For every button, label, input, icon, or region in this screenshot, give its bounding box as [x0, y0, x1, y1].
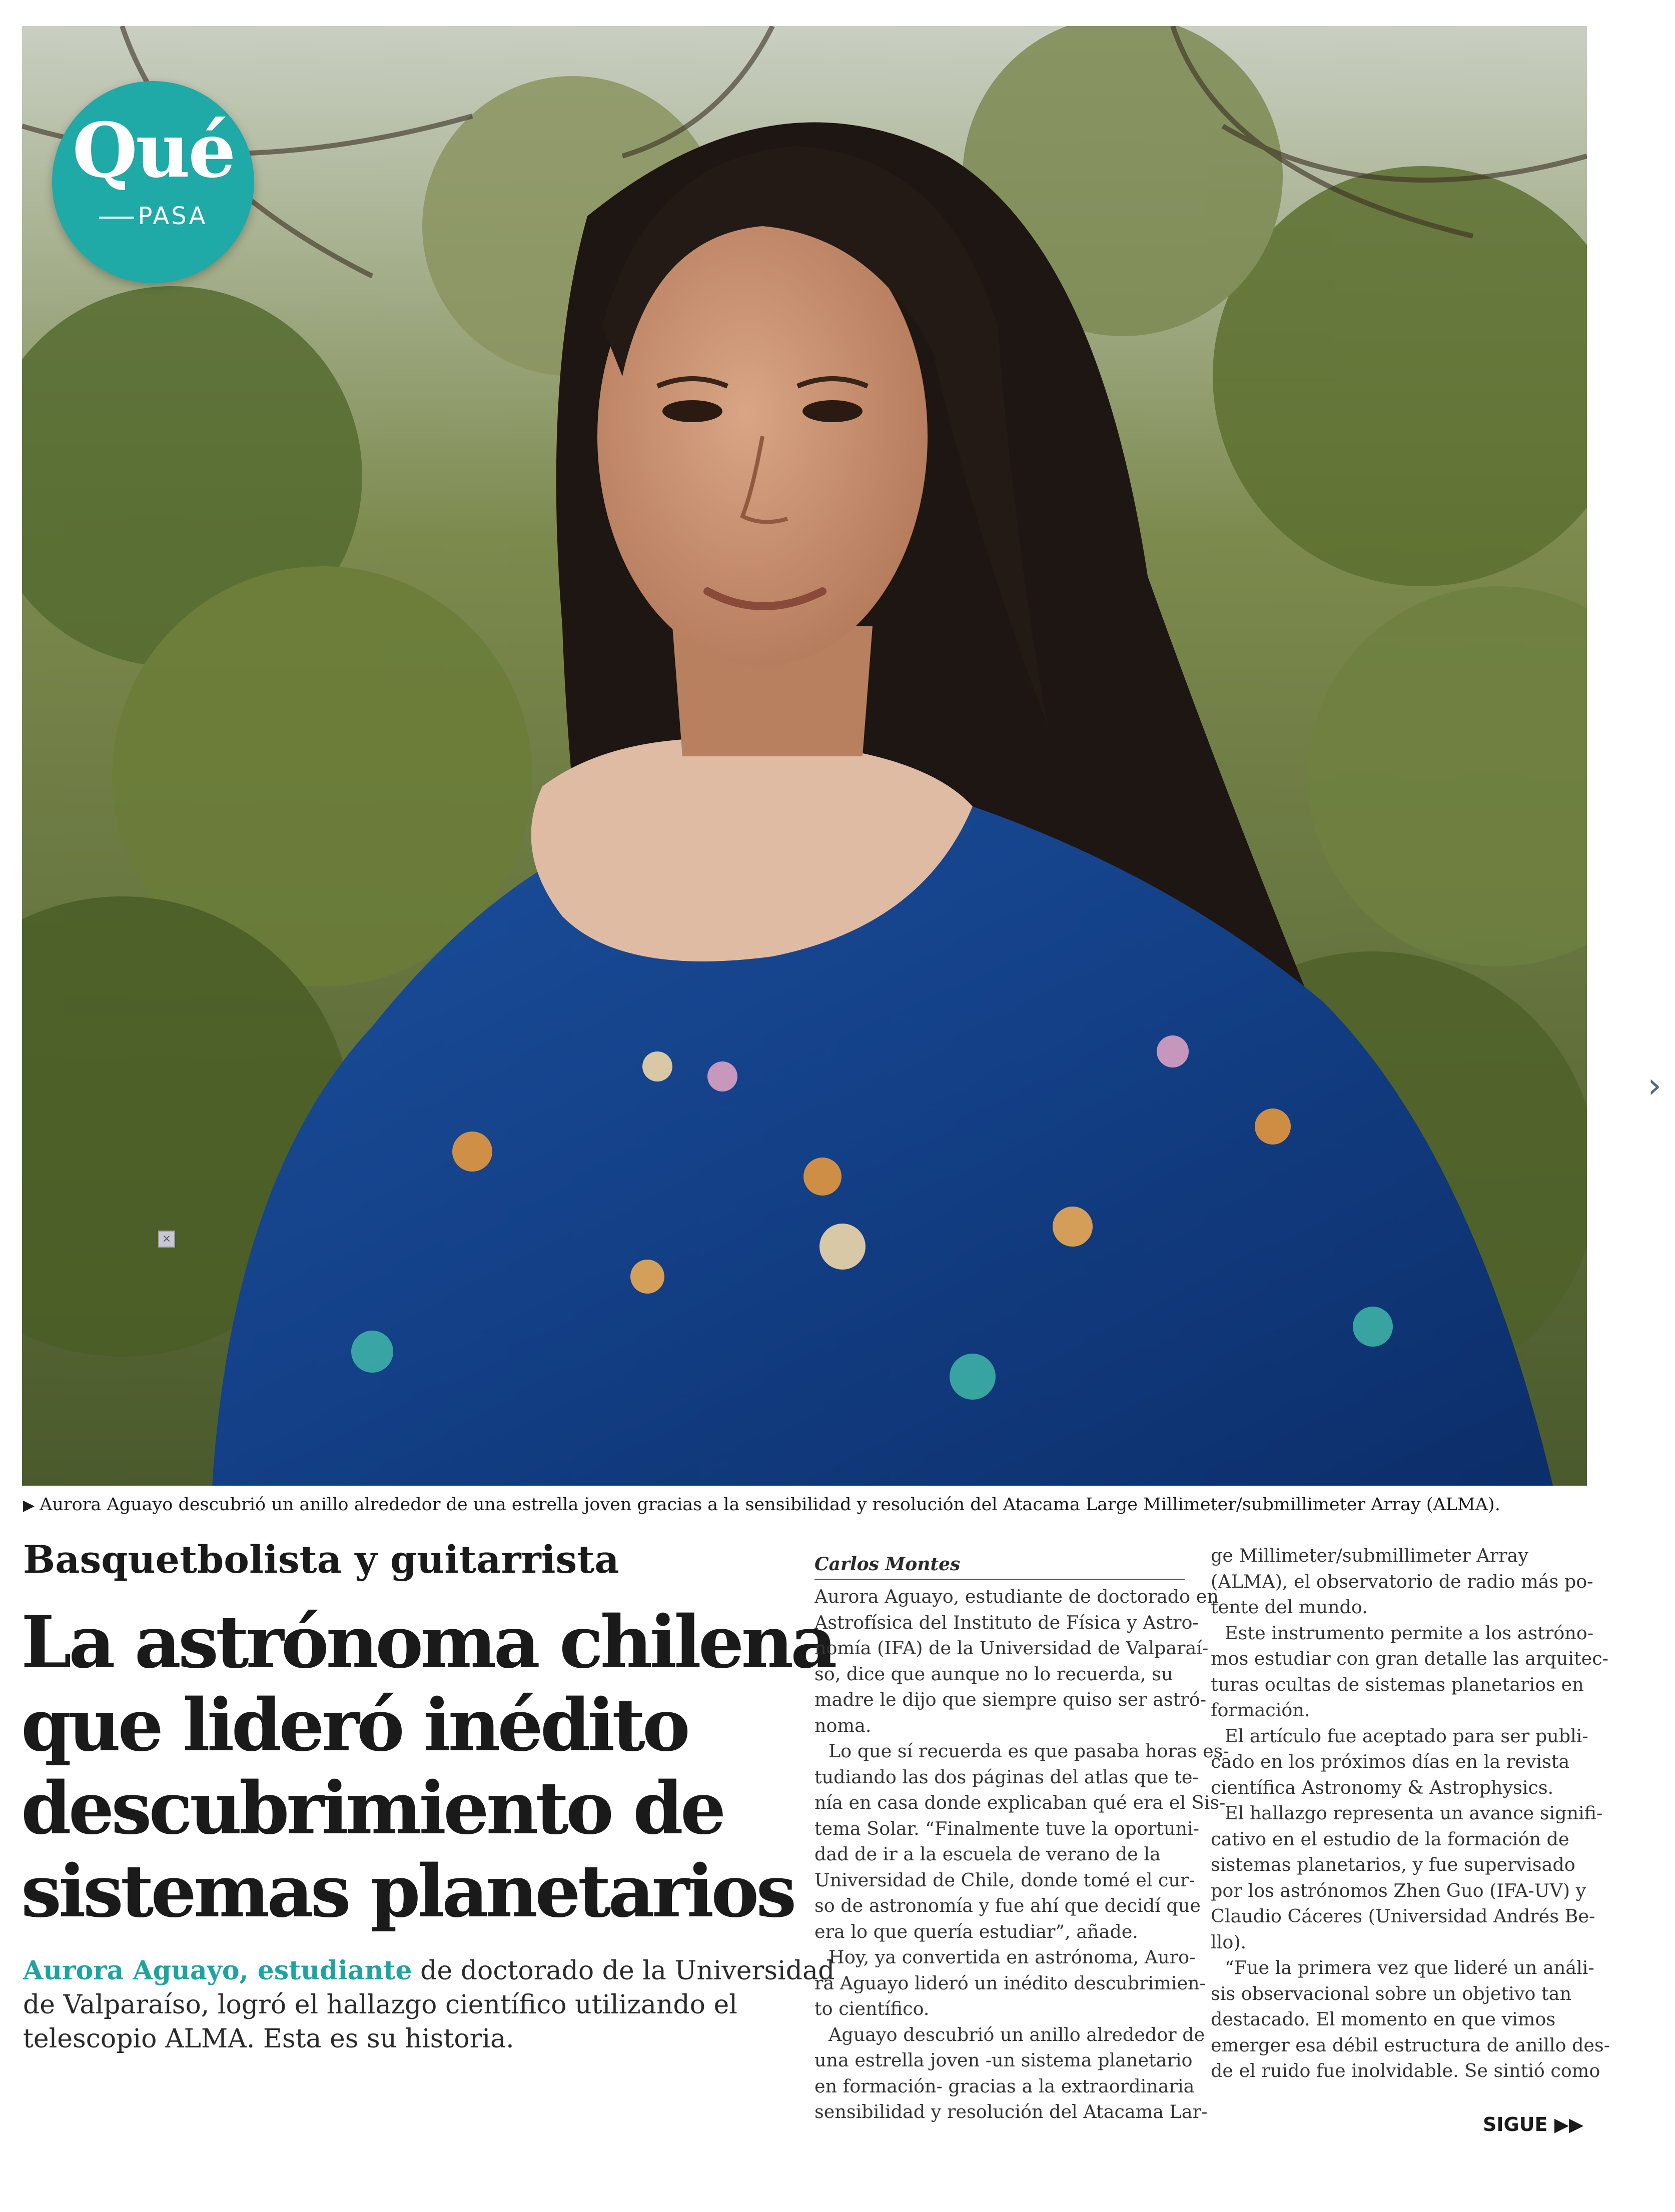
body-text-line: tudiando las dos páginas del atlas que te- [814, 1766, 1199, 1788]
body-text-line: Aurora Aguayo, estudiante de doctorado en [814, 1586, 1219, 1607]
continue-label[interactable]: SIGUE ▶▶ [1483, 2113, 1584, 2135]
body-text-line: formación. [1211, 1699, 1310, 1721]
body-text-line: El artículo fue aceptado para ser publi- [1225, 1725, 1588, 1747]
body-text-line: nía en casa donde explicaban qué era el Sis- [814, 1792, 1226, 1813]
lead-line: de Valparaíso, logró el hallazgo científico utilizando el [23, 1990, 737, 2020]
body-text-line: so de astronomía y fue ahí que decidí que [814, 1895, 1201, 1916]
portrait-illustration [22, 26, 1587, 1486]
body-text-line: en formación- gracias a la extraordinaria [814, 2075, 1195, 2097]
next-page-icon[interactable]: › [1647, 1065, 1661, 1106]
photo-caption [23, 1494, 1589, 1517]
que-pasa-logo [52, 81, 254, 283]
body-text-line: era lo que quería estudiar”, añade. [814, 1920, 1138, 1942]
body-text-line: madre le dijo que siempre quiso ser astró- [814, 1689, 1207, 1710]
caption-text: Aurora Aguayo descubrió un anillo alrededor de una estrella joven gracias a la sensibilidad y resolución del Atacama Large Millimeter/submillimeter Array (ALMA). [40, 1495, 1500, 1515]
lead-line [23, 1954, 835, 1988]
body-text-line: Este instrumento permite a los astróno- [1225, 1622, 1594, 1644]
body-text-line: sistemas planetarios, y fue supervisado [1211, 1854, 1575, 1875]
body-text-line: tema Solar. “Finalmente tuve la oportuni- [814, 1817, 1199, 1839]
article-photo [22, 26, 1587, 1486]
body-text-line: nomía (IFA) de la Universidad de Valparaí- [814, 1637, 1209, 1659]
body-text-line: dad de ir a la escuela de verano de la [814, 1843, 1161, 1865]
body-text-line: ra Aguayo lideró un inédito descubrimien- [814, 1972, 1206, 1994]
body-text-line: Claudio Cáceres (Universidad Andrés Be- [1211, 1905, 1595, 1927]
body-text-line: turas ocultas de sistemas planetarios en [1211, 1673, 1584, 1695]
body-text-line: mos estudiar con gran detalle las arquitec- [1211, 1648, 1608, 1669]
body-text-line: Hoy, ya convertida en astrónoma, Auro- [828, 1946, 1196, 1968]
body-column-1 [814, 1584, 1229, 2125]
body-text-line: científica Astronomy & Astrophysics. [1211, 1776, 1554, 1798]
article-byline: Carlos Montes [814, 1552, 1185, 1580]
caption-marker-icon: ▶ [23, 1497, 35, 1514]
body-text-line: una estrella joven -un sistema planetario [814, 2049, 1193, 2071]
body-text-line: de el ruido fue inolvidable. Se sintió como [1211, 2060, 1600, 2081]
body-text-line: por los astrónomos Zhen Guo (IFA-UV) y [1211, 1879, 1586, 1901]
body-text-line: emerger esa débil estructura de anillo des- [1211, 2034, 1610, 2056]
image-close-icon[interactable]: × [158, 1231, 175, 1248]
body-text-line: to científico. [814, 1998, 930, 2019]
body-text-line: so, dice que aunque no lo recuerda, su [814, 1663, 1173, 1685]
body-text-line: (ALMA), el observatorio de radio más po- [1211, 1570, 1593, 1592]
body-text-line: “Fue la primera vez que lideré un análi- [1225, 1957, 1594, 1978]
body-text-line: sis observacional sobre un objetivo tan [1211, 1982, 1571, 2004]
lead-highlight: Aurora Aguayo, estudiante [23, 1955, 412, 1986]
body-text-line: noma. [814, 1714, 872, 1736]
body-text-line: El hallazgo representa un avance signifi- [1225, 1802, 1603, 1824]
body-text-line: tente del mundo. [1211, 1596, 1368, 1618]
body-column-2 [1211, 1543, 1610, 2084]
headline-line: sistemas planetarios [21, 1849, 794, 1933]
headline-line: descubrimiento de [21, 1766, 723, 1850]
body-text-line: sensibilidad y resolución del Atacama Lar- [814, 2101, 1208, 2122]
article-headline [21, 1600, 834, 1933]
headline-line: que lideró inédito [21, 1683, 687, 1767]
logo-que-text: Qué [72, 107, 234, 195]
body-text-line: llo). [1211, 1931, 1247, 1953]
body-text-line: Universidad de Chile, donde tomé el cur- [814, 1869, 1195, 1891]
body-text-line: Lo que sí recuerda es que pasaba horas es- [828, 1740, 1229, 1762]
article-kicker: Basquetbolista y guitarrista [23, 1537, 619, 1582]
lead-line: telescopio ALMA. Esta es su historia. [23, 2024, 514, 2054]
body-text-line: cativo en el estudio de la formación de [1211, 1828, 1569, 1850]
headline-line: La astrónoma chilena [21, 1600, 834, 1684]
article-lead [23, 1954, 835, 2056]
logo-pasa-text: PASA [52, 204, 254, 228]
body-text-line: cado en los próximos días en la revista [1211, 1751, 1570, 1772]
body-text-line: destacado. El momento en que vimos [1211, 2008, 1556, 2030]
body-text-line: ge Millimeter/submillimeter Array [1211, 1545, 1528, 1566]
lead-line-text: de doctorado de la Universidad [412, 1956, 835, 1986]
body-text-line: Astrofísica del Instituto de Física y Astro- [814, 1611, 1199, 1633]
body-text-line: Aguayo descubrió un anillo alrededor de [828, 2023, 1205, 2045]
